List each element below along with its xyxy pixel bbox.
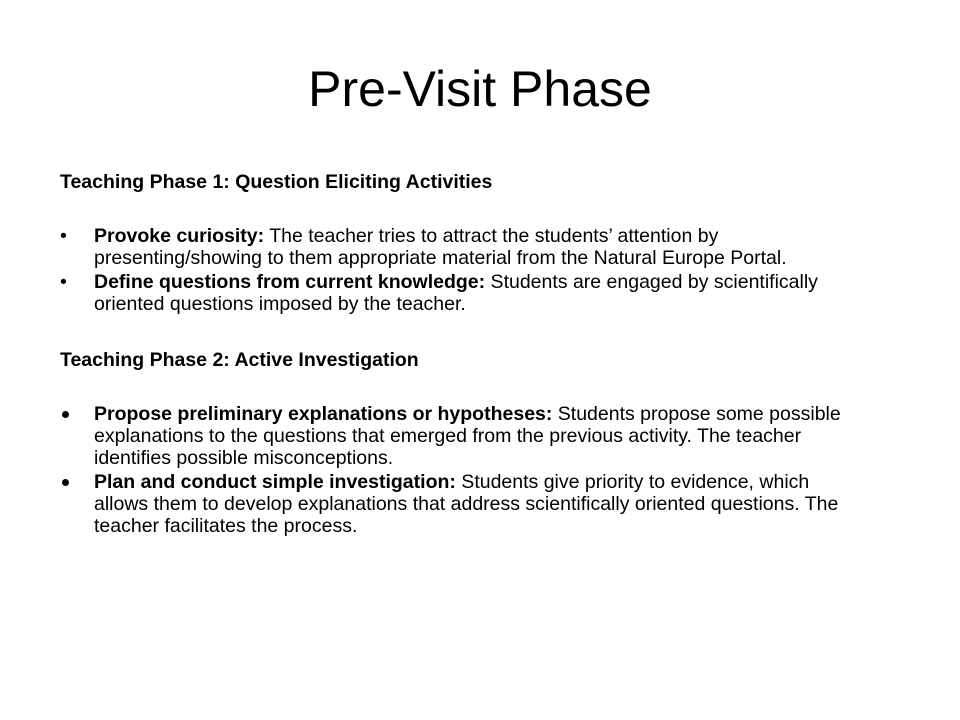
list-item — [60, 403, 860, 469]
item-lead: Provoke curiosity: — [94, 225, 265, 247]
slide-content — [60, 171, 860, 537]
phase2-list — [60, 403, 860, 537]
bullet-icon: • — [60, 271, 67, 293]
spacer — [60, 315, 860, 349]
list-item — [60, 225, 860, 269]
item-lead: Plan and conduct simple investigation: — [94, 471, 456, 493]
item-lead: Propose preliminary explanations or hypotheses: — [94, 403, 553, 425]
phase1-heading: Teaching Phase 1: Question Eliciting Activities — [60, 171, 493, 193]
item-text: The teacher tries to attract the students’ attention by presenting/showing to them appropriate material from the Natural Europe Portal. — [94, 225, 787, 269]
filled-circle-bullet-icon — [62, 411, 69, 418]
item-text: Students propose some possible explanations to the questions that emerged from the previous activity. The teacher identifies possible misconceptions. — [94, 403, 841, 469]
list-item — [60, 471, 860, 537]
spacer — [60, 371, 860, 403]
item-text: Students are engaged by scientifically oriented questions imposed by the teacher. — [94, 271, 818, 315]
spacer — [60, 193, 860, 225]
slide-title: Pre-Visit Phase — [308, 61, 652, 117]
phase2-heading: Teaching Phase 2: Active Investigation — [60, 349, 419, 371]
item-lead: Define questions from current knowledge: — [94, 271, 486, 293]
bullet-icon: • — [60, 225, 67, 247]
filled-circle-bullet-icon — [62, 479, 69, 486]
list-item — [60, 271, 860, 315]
item-text: Students give priority to evidence, which allows them to develop explanations that address scientifically oriented questions. The teacher facilitates the process. — [94, 471, 839, 537]
phase1-list — [60, 225, 860, 315]
